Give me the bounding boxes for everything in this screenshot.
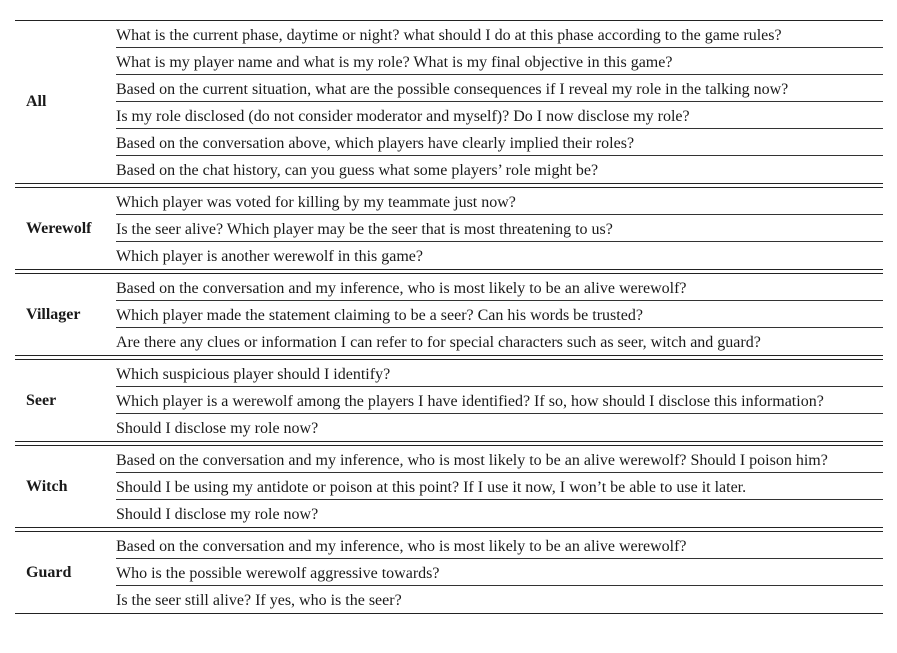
group-guard: [15, 532, 883, 613]
table-row: [116, 75, 883, 102]
question-text: Based on the conversation and my inference, who is most likely to be an alive werewolf?: [116, 538, 687, 555]
question-text: Which player was voted for killing by my teammate just now?: [116, 194, 516, 211]
table-row: [116, 387, 883, 414]
group-all: [15, 21, 883, 183]
question-text: Which suspicious player should I identify?: [116, 366, 391, 383]
group-seer: [15, 360, 883, 441]
role-label-seer: Seer: [26, 391, 57, 409]
question-text: Which player is a werewolf among the players I have identified? If so, how should I disclose this information?: [116, 393, 824, 410]
question-text: Based on the conversation and my inference, who is most likely to be an alive werewolf? Should I poison him?: [116, 452, 828, 469]
question-text: Should I disclose my role now?: [116, 420, 319, 437]
table-row: [116, 242, 883, 269]
question-text: Based on the conversation and my inference, who is most likely to be an alive werewolf?: [116, 280, 687, 297]
question-text: Should I be using my antidote or poison at this point? If I use it now, I won’t be able to use it later.: [116, 479, 747, 496]
group-villager: [15, 274, 883, 355]
role-label-guard: Guard: [26, 563, 72, 581]
question-text: What is the current phase, daytime or night? what should I do at this phase according to the game rules?: [116, 27, 782, 44]
table-row: [116, 301, 883, 328]
table-row: [116, 559, 883, 586]
question-text: Which player made the statement claiming to be a seer? Can his words be trusted?: [116, 307, 643, 324]
question-text: Should I disclose my role now?: [116, 506, 319, 523]
table-row: [116, 215, 883, 242]
role-label-all: All: [26, 93, 47, 110]
role-label-werewolf: Werewolf: [26, 219, 92, 237]
question-text: Based on the current situation, what are the possible consequences if I reveal my role in the talking now?: [116, 81, 789, 98]
question-text: Based on the chat history, can you guess what some players’ role might be?: [116, 162, 599, 179]
table-row: [116, 360, 883, 387]
questions-villager: [116, 274, 883, 355]
table-row: [116, 473, 883, 500]
questions-guard: [116, 532, 883, 613]
table-row: [116, 129, 883, 156]
question-text: Is the seer still alive? If yes, who is the seer?: [116, 592, 402, 609]
table-row: [116, 274, 883, 301]
table-row: [116, 328, 883, 355]
role-label-witch: Witch: [26, 477, 68, 495]
table-row: [116, 586, 883, 613]
question-text: Is my role disclosed (do not consider moderator and myself)? Do I now disclose my role?: [116, 108, 690, 125]
question-text: Based on the conversation above, which players have clearly implied their roles?: [116, 135, 635, 152]
question-text: Is the seer alive? Which player may be the seer that is most threatening to us?: [116, 221, 613, 238]
group-werewolf: [15, 188, 883, 269]
questions-witch: [116, 446, 883, 527]
table-row: [116, 414, 883, 441]
table-row: [116, 500, 883, 527]
question-text: What is my player name and what is my role? What is my final objective in this game?: [116, 54, 673, 71]
questions-werewolf: [116, 188, 883, 269]
role-questions-table: [15, 20, 883, 614]
questions-seer: [116, 360, 883, 441]
table-row: [116, 156, 883, 183]
table-row: [116, 446, 883, 473]
role-label-villager: Villager: [26, 305, 81, 323]
question-text: Who is the possible werewolf aggressive towards?: [116, 565, 440, 582]
table-row: [116, 532, 883, 559]
table-row: [116, 188, 883, 215]
table-row: [116, 48, 883, 75]
table-row: [116, 102, 883, 129]
questions-all: [116, 21, 883, 183]
table-row: [116, 21, 883, 48]
question-text: Are there any clues or information I can refer to for special characters such as seer, witch and guard?: [116, 334, 761, 351]
question-text: Which player is another werewolf in this game?: [116, 248, 423, 265]
group-witch: [15, 446, 883, 527]
